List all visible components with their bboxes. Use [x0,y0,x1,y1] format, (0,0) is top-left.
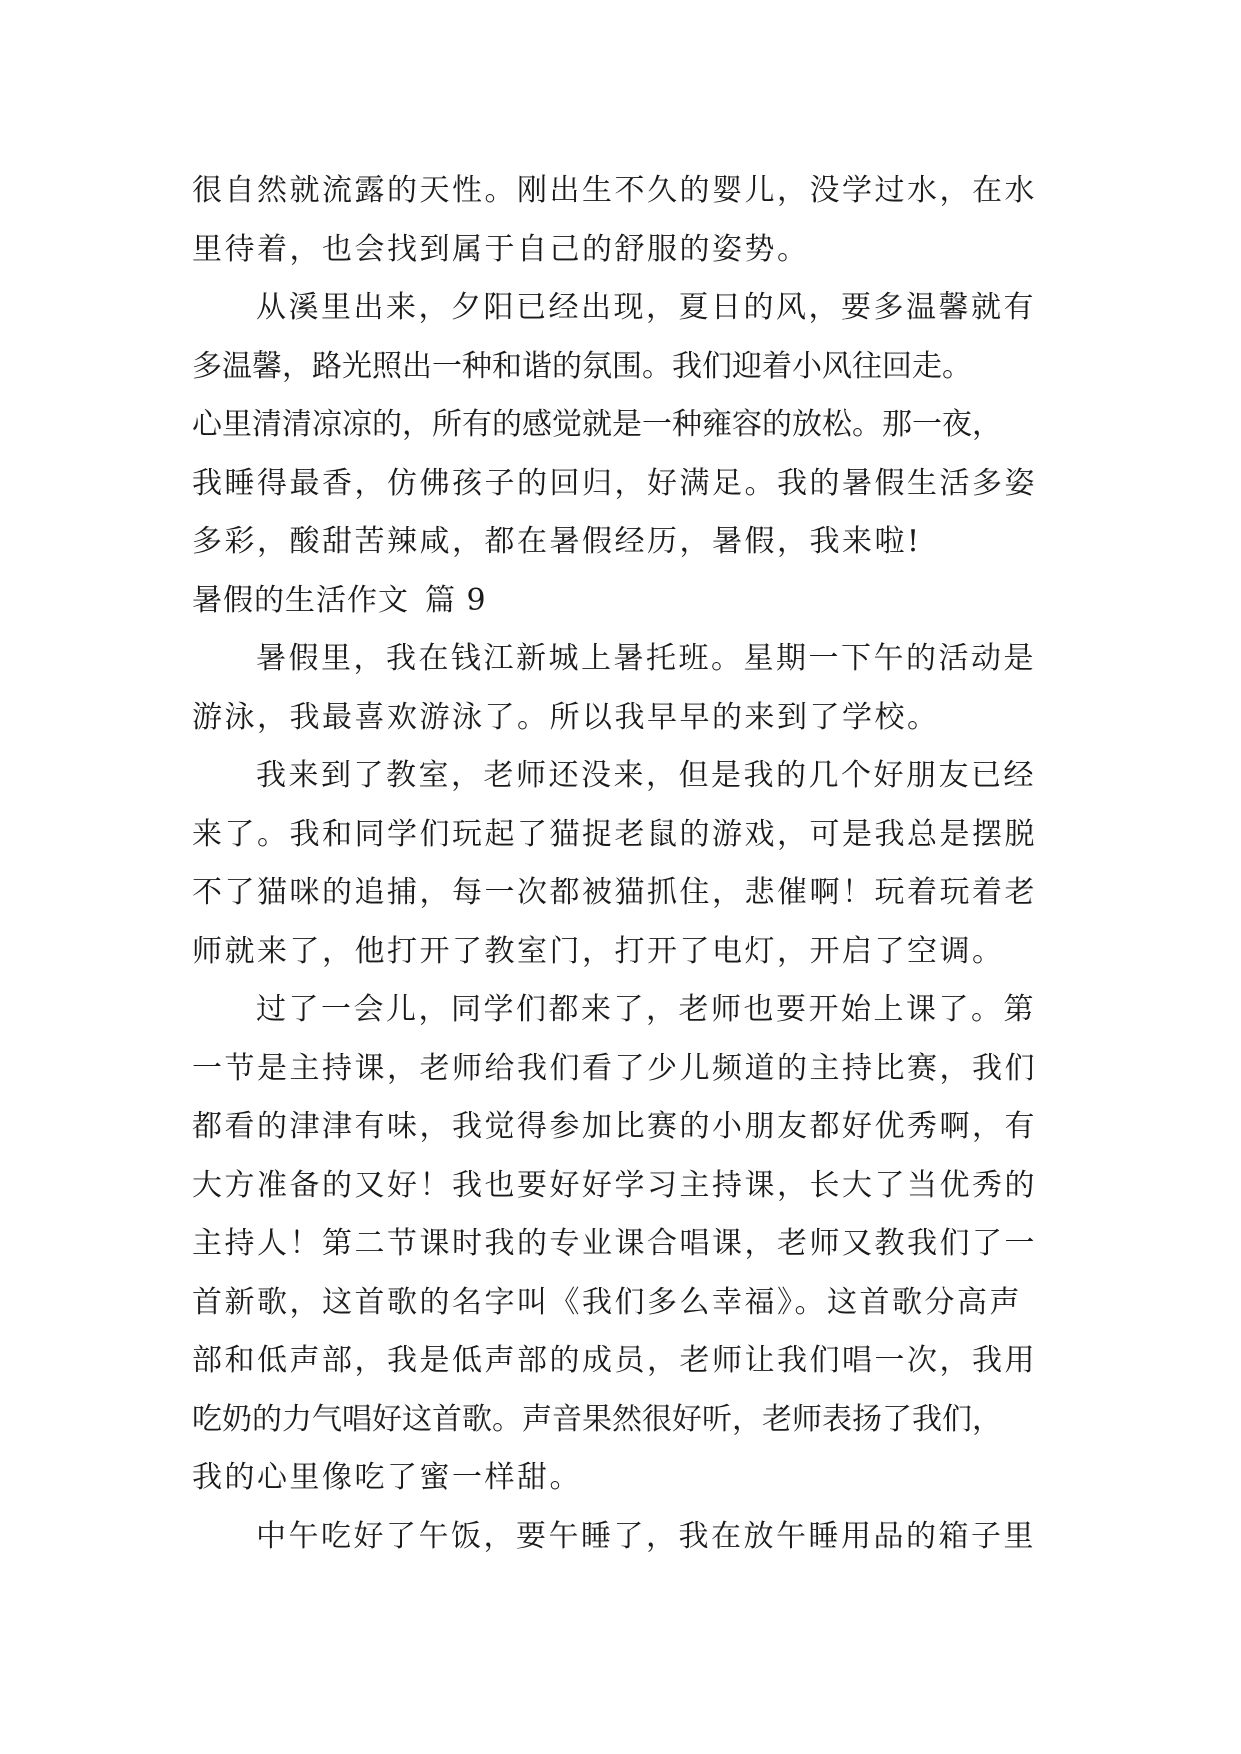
text-line: 多温馨，路光照出一种和谐的氛围。我们迎着小风往回走。 [192,348,972,384]
document-body [192,162,1062,1566]
text-line: 不了猫咪的追捕，每一次都被猫抓住，悲催啊！玩着玩着老 [192,875,1037,910]
text-line: 中午吃好了午饭，要午睡了，我在放午睡用品的箱子里 [256,1518,1036,1554]
text-line: 师就来了，他打开了教室门，打开了电灯，开启了空调。 [192,933,1005,969]
text-line: 从溪里出来，夕阳已经出现，夏日的风，要多温馨就有 [256,290,1036,325]
text-line: 我的心里像吃了蜜一样甜。 [192,1460,582,1495]
text-line: 部和低声部，我是低声部的成员，老师让我们唱一次，我用 [192,1343,1037,1378]
text-line: 过了一会儿，同学们都来了，老师也要开始上课了。第 [256,992,1036,1027]
paragraph [192,1508,1062,1567]
paragraph [192,279,1062,572]
text-line: 首新歌，这首歌的名字叫《我们多么幸福》。这首歌分高声 [192,1284,1022,1320]
text-line: 吃奶的力气唱好这首歌。声音果然很好听，老师表扬了我们， [192,1401,1002,1437]
text-line: 一节是主持课，老师给我们看了少儿频道的主持比赛，我们 [192,1050,1037,1086]
text-line: 来了。我和同学们玩起了猫捉老鼠的游戏，可是我总是摆脱 [192,816,1037,852]
paragraph [192,747,1062,981]
text-line: 很自然就流露的天性。刚出生不久的婴儿，没学过水，在水 [192,173,1037,208]
section-title: 暑假的生活作文 [192,582,409,618]
section-number: 篇 9 [425,582,487,618]
text-line: 我来到了教室，老师还没来，但是我的几个好朋友已经 [256,758,1036,793]
text-line: 游泳，我最喜欢游泳了。所以我早早的来到了学校。 [192,699,940,735]
paragraph [192,630,1062,747]
text-line: 心里清清凉凉的，所有的感觉就是一种雍容的放松。那一夜， [192,407,1002,442]
section-heading [192,572,1062,631]
text-line: 大方准备的又好！我也要好好学习主持课，长大了当优秀的 [192,1167,1037,1203]
text-line: 暑假里，我在钱江新城上暑托班。星期一下午的活动是 [256,641,1036,676]
text-line: 里待着，也会找到属于自己的舒服的姿势。 [192,231,810,267]
text-line: 多彩，酸甜苦辣咸，都在暑假经历，暑假，我来啦! [192,524,922,559]
paragraph [192,162,1062,279]
text-line: 我睡得最香，仿佛孩子的回归，好满足。我的暑假生活多姿 [192,465,1037,501]
text-line: 主持人！第二节课时我的专业课合唱课，老师又教我们了一 [192,1226,1037,1261]
text-line: 都看的津津有味，我觉得参加比赛的小朋友都好优秀啊，有 [192,1109,1037,1144]
paragraph [192,981,1062,1508]
